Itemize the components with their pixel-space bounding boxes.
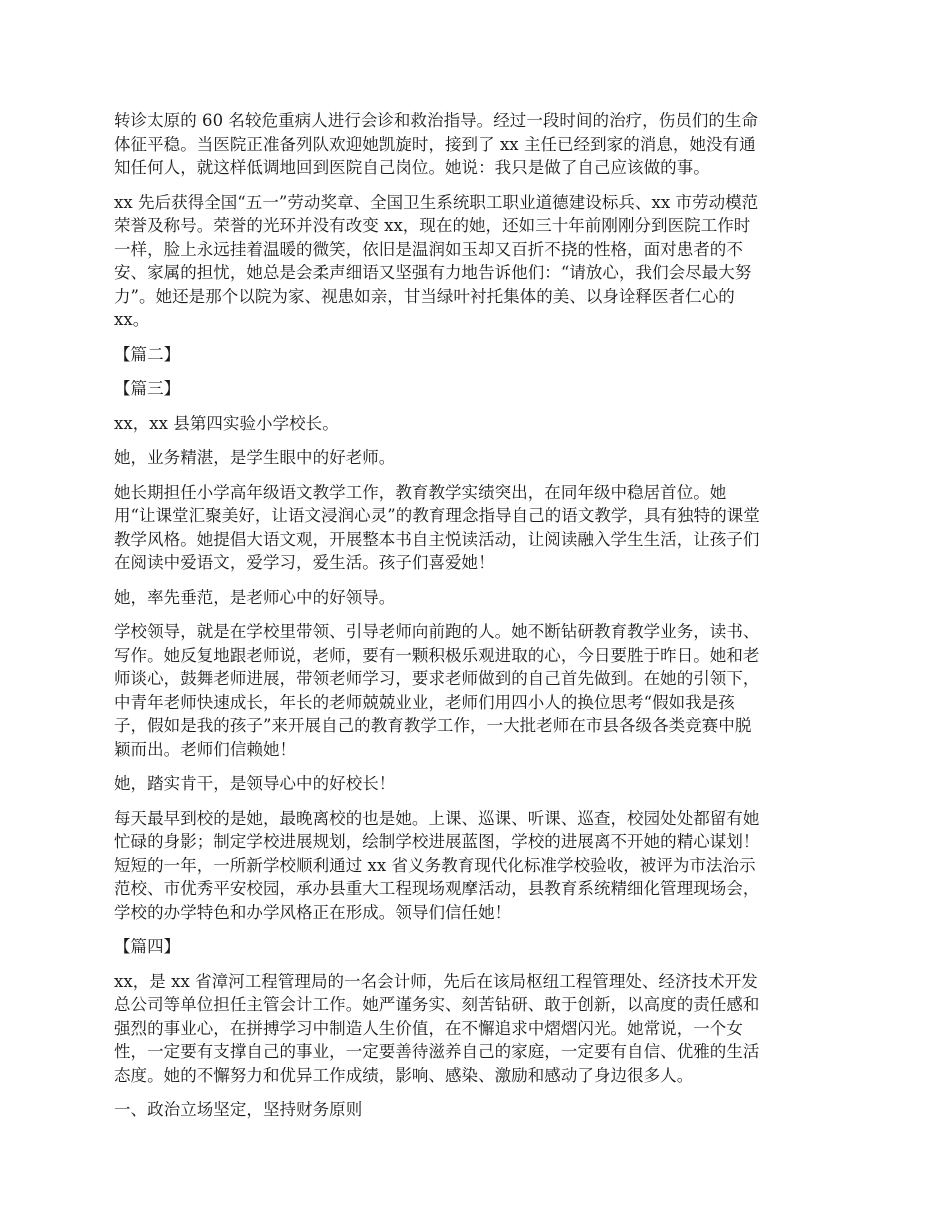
text-line: 知任何人，就这样低调地回到医院自己岗位。她说：我只是做了自己应该做的事。 [114, 158, 710, 177]
text-line: 她，率先垂范，是老师心中的好领导。 [114, 587, 396, 607]
text-line: 每天最早到校的是她，最晚离校的也是她。上课、巡课、听课、巡查，校园处处都留有她 [114, 808, 760, 828]
paragraph [114, 109, 842, 180]
text-line: 转诊太原的 60 名较危重病人进行会诊和救治指导。经过一段时间的治疗，伤员们的生命 [114, 111, 759, 130]
section-heading [114, 935, 842, 959]
text-line: 忙碌的身影；制定学校进展规划，绘制学校进展蓝图，学校的进展离不开她的精心谋划！ [114, 832, 760, 851]
text-line: 强烈的事业心，在拼搏学习中制造人生价值，在不懈追求中熠熠闪光。她常说，一个女 [114, 1018, 743, 1038]
text-line: 【篇四】 [114, 937, 181, 956]
text-line: 写作。她反复地跟老师说，老师，要有一颗积极乐观进取的心，今日要胜于昨日。她和老 [114, 645, 760, 665]
text-line: 她，踏实肯干，是领导心中的好校长！ [114, 774, 396, 793]
text-line: 在阅读中爱语文，爱学习，爱生活。孩子们喜爱她！ [114, 553, 495, 572]
text-line: 一、政治立场坚定，坚持财务原则 [114, 1100, 363, 1119]
paragraph [114, 412, 842, 436]
paragraph [114, 446, 842, 470]
text-line: 【篇三】 [114, 379, 181, 398]
text-line: xx 先后获得全国“五一”劳动奖章、全国卫生系统职工职业道德建设标兵、xx 市劳动模范 [114, 192, 759, 212]
section-heading [114, 343, 842, 367]
text-line: 一样，脸上永远挂着温暖的微笑，依旧是温润如玉却又百折不挠的性格，面对患者的不 [114, 239, 743, 259]
text-line: 用“让课堂汇聚美好，让语文浸润心灵”的教育理念指导自己的语文教学，具有独特的课堂 [114, 506, 760, 525]
paragraph [114, 807, 842, 925]
text-line: xx，xx 县第四实验小学校长。 [114, 413, 339, 433]
paragraph [114, 191, 842, 332]
text-line: 师谈心，鼓舞老师进展，带领老师学习，要求老师做到的自己首先做到。在她的引领下， [114, 669, 760, 688]
text-line: 范校、市优秀平安校园，承办县重大工程现场观摩活动，县教育系统精细化管理现场会， [114, 879, 760, 898]
text-line: 她，业务精湛，是学生眼中的好老师。 [114, 448, 396, 467]
paragraph [114, 1098, 842, 1122]
text-line: 态度。她的不懈努力和优异工作成绩，影响、感染、激励和感动了身边很多人。 [114, 1065, 694, 1085]
text-line: 短短的一年，一所新学校顺利通过 xx 省义务教育现代化标准学校验收，被评为市法治示 [114, 855, 756, 875]
paragraph [114, 772, 842, 796]
text-line: 子，假如是我的孩子”来开展自己的教育教学工作，一大批老师在市县各级各类竞赛中脱 [114, 716, 752, 735]
paragraph [114, 586, 842, 610]
text-line: 中青年老师快速成长，年长的老师兢兢业业，老师们用四小人的换位思考“假如我是孩 [114, 692, 735, 712]
text-line: 总公司等单位担任主管会计工作。她严谨务实、刻苦钻研、敢于创新，以高度的责任感和 [114, 995, 760, 1014]
text-line: 【篇二】 [114, 344, 181, 364]
paragraph [114, 620, 842, 761]
text-line: 安、家属的担忧，她总是会柔声细语又坚强有力地告诉他们：“请放心，我们会尽最大努 [114, 263, 752, 282]
text-line: 学校领导，就是在学校里带领、引导老师向前跑的人。她不断钻研教育教学业务，读书、 [114, 622, 760, 641]
text-line: 荣誉及称号。荣誉的光环并没有改变 xx，现在的她，还如三十年前刚刚分到医院工作时 [114, 216, 751, 235]
section-heading [114, 377, 842, 401]
text-line: 颖而出。老师们信赖她！ [114, 739, 297, 759]
paragraph [114, 481, 842, 575]
document-body [114, 109, 842, 1133]
text-line: 她长期担任小学高年级语文教学工作，教育教学实绩突出，在同年级中稳居首位。她 [114, 482, 727, 502]
text-line: 学校的办学特色和办学风格正在形成。领导们信任她！ [114, 902, 512, 922]
text-line: 教学风格。她提倡大语文观，开展整本书自主悦读活动，让阅读融入学生生活，让孩子们 [114, 529, 760, 549]
paragraph [114, 970, 842, 1088]
text-line: 力”。她还是那个以院为家、视患如亲，甘当绿叶衬托集体的美、以身诠释医者仁心的 [114, 286, 735, 306]
text-line: 体征平稳。当医院正准备列队欢迎她凯旋时，接到了 xx 主任已经到家的消息，她没有通 [114, 134, 756, 154]
text-line: xx，是 xx 省漳河工程管理局的一名会计师，先后在该局枢纽工程管理处、经济技术开发 [114, 971, 758, 991]
text-line: xx。 [114, 310, 150, 329]
text-line: 性，一定要有支撑自己的事业，一定要善待滋养自己的家庭，一定要有自信、优雅的生活 [114, 1042, 760, 1061]
